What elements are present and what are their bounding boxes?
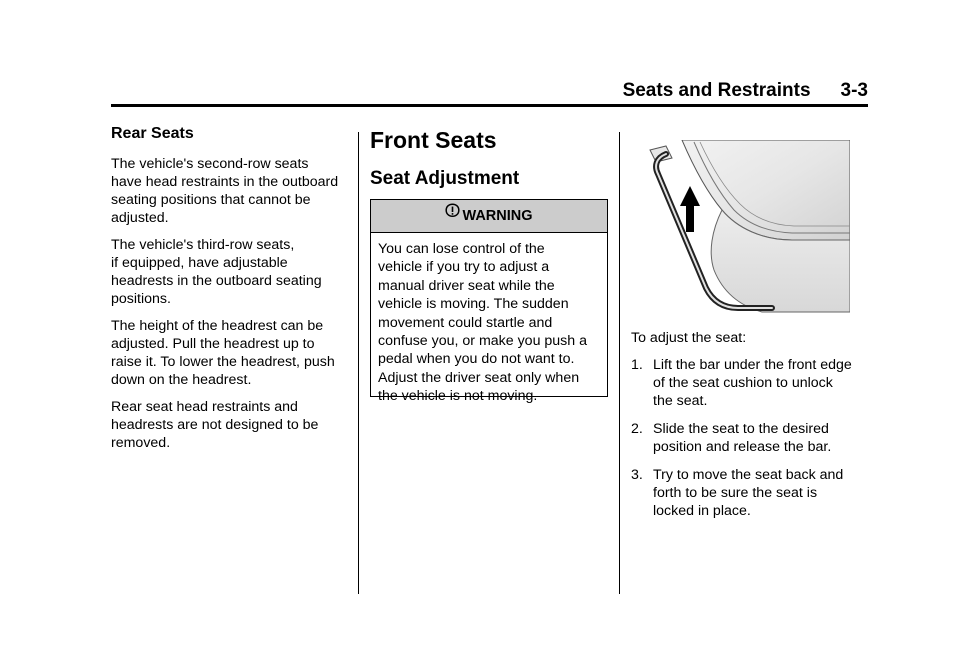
text-line: removed. [111,435,171,451]
text-line: down on the headrest. [111,372,252,388]
step-number: 1. [631,357,643,373]
warning-header [371,200,607,233]
text-line: The vehicle's third-row seats, [111,237,295,253]
step-line: position and release the bar. [653,439,832,455]
page-header [111,80,868,106]
instructions-intro: To adjust the seat: [631,330,747,346]
text-line: adjusted. [111,210,169,226]
header-text [623,80,868,102]
step-item [631,466,871,520]
warning-line: manual driver seat while the [378,277,555,294]
steps-list [631,356,871,520]
instructions-column [631,329,871,530]
step-item [631,356,871,410]
text-line: have head restraints in the outboard [111,174,339,190]
warning-line: movement could startle and [378,314,553,331]
rear-seats-paragraph [111,236,351,308]
rear-seats-paragraph [111,317,351,389]
warning-line: pedal when you do not want to. [378,351,575,368]
text-line: The height of the headrest can be [111,318,324,334]
step-line: locked in place. [653,503,751,519]
rear-seats-paragraph [111,155,351,227]
column-divider-2 [619,132,620,594]
warning-line: confuse you, or make you push a [378,333,587,350]
column-divider-1 [358,132,359,594]
step-line: Lift the bar under the front edge [653,357,852,373]
warning-line: Adjust the driver seat only when [378,369,580,386]
front-seats-title: Front Seats [370,127,497,153]
text-line: seating positions that cannot be [111,192,311,208]
rear-seats-paragraph [111,398,351,452]
step-line: Slide the seat to the desired [653,421,829,437]
warning-label: WARNING [462,208,533,224]
text-line: headrests in the outboard seating [111,273,322,289]
text-line: positions. [111,291,171,307]
text-line: adjusted. Pull the headrest up to [111,336,315,352]
page-number: 3-3 [840,80,868,101]
warning-line: the vehicle is not moving. [378,388,538,405]
warning-body [371,233,607,406]
seat-adjustment-subtitle: Seat Adjustment [370,168,520,189]
text-line: raise it. To lower the headrest, push [111,354,335,370]
warning-triangle-icon [445,198,460,230]
section-title: Seats and Restraints [622,80,811,101]
warning-line: vehicle is moving. The sudden [378,296,569,313]
text-line: The vehicle's second-row seats [111,156,309,172]
rear-seats-column [111,125,351,461]
header-rule [111,104,868,107]
warning-box [370,199,608,405]
step-item [631,420,871,456]
text-line: if equipped, have adjustable [111,255,288,271]
step-line: of the seat cushion to unlock [653,375,833,391]
front-seats-column [370,124,610,405]
rear-seats-heading: Rear Seats [111,125,194,142]
step-line: the seat. [653,393,708,409]
step-line: Try to move the seat back and [653,467,844,483]
warning-line: You can lose control of the [378,241,545,257]
seat-adjustment-bar-illustration [642,140,850,316]
step-number: 3. [631,467,643,483]
warning-line: vehicle if you try to adjust a [378,259,550,276]
step-line: forth to be sure the seat is [653,485,818,501]
text-line: headrests are not designed to be [111,417,319,433]
text-line: Rear seat head restraints and [111,399,298,415]
step-number: 2. [631,421,643,437]
